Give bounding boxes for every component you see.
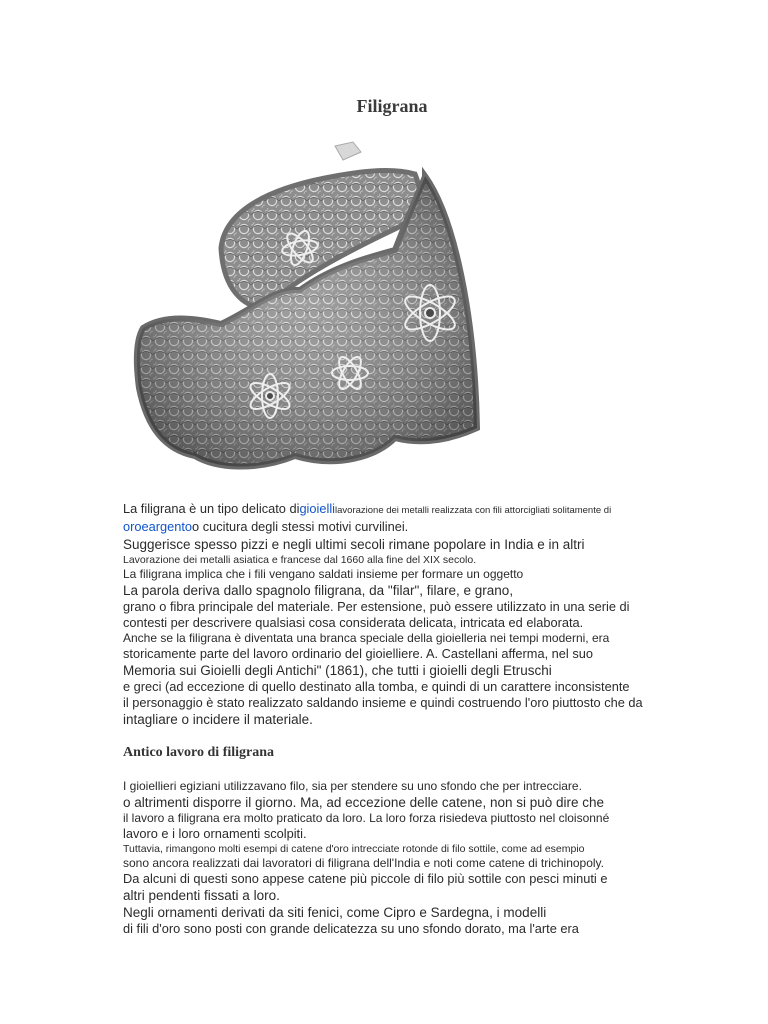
text-line: il personaggio è stato realizzato saldando insieme e quindi costruendo l'oro piuttosto che da xyxy=(123,695,643,710)
page-title: Filigrana xyxy=(356,96,428,116)
text-line: La filigrana implica che i fili vengano saldati insieme per formare un oggetto xyxy=(123,567,524,581)
text-line: Negli ornamenti derivati da siti fenici, come Cipro e Sardegna, i modelli xyxy=(123,905,547,920)
text-line: Da alcuni di questi sono appese catene più piccole di filo più sottile con pesci minuti e xyxy=(123,871,608,886)
text-fragment: La filigrana è un tipo delicato di xyxy=(123,501,300,516)
text-line: o altrimenti disporre il giorno. Ma, ad eccezione delle catene, non si può dire che xyxy=(123,795,605,810)
text-line: altri pendenti fissati a loro. xyxy=(123,888,280,903)
link-oro[interactable]: oro xyxy=(123,519,142,534)
text-line: di fili d'oro sono posti con grande delicatezza su uno sfondo dorato, ma l'arte era xyxy=(123,921,579,936)
text-line xyxy=(123,500,663,518)
section-heading: Antico lavoro di filigrana xyxy=(123,745,275,760)
text-line: sono ancora realizzati dai lavoratori di filigrana dell'India e noti come catene di trichinopoly. xyxy=(123,856,605,870)
text-line: il lavoro a filigrana era molto praticato da loro. La loro forza risiedeva piuttosto nel cloisonné xyxy=(123,811,610,825)
text-line: I gioiellieri egiziani utilizzavano filo, sia per stendere su uno sfondo che per intrecciare. xyxy=(123,779,582,793)
text-line: lavoro e i loro ornamenti scolpiti. xyxy=(123,826,307,841)
intro-paragraph xyxy=(123,500,663,728)
text-line: intagliare o incidere il materiale. xyxy=(123,712,313,727)
text-line: Memoria sui Gioielli degli Antichi" (1861), che tutti i gioielli degli Etruschi xyxy=(123,663,552,678)
history-paragraph xyxy=(123,779,663,937)
text-fragment: o cucitura degli stessi motivi curvilinei. xyxy=(192,519,409,534)
text-fragment: lavorazione dei metalli realizzata con fili attorcigliati solitamente di xyxy=(335,505,612,516)
link-argento[interactable]: eargento xyxy=(141,519,193,534)
text-line: grano o fibra principale del materiale. Per estensione, può essere utilizzato in una serie di xyxy=(123,599,630,614)
text-line: Lavorazione dei metalli asiatica e francese dal 1660 alla fine del XIX secolo. xyxy=(123,554,477,566)
link-gioielli[interactable]: gioielli xyxy=(299,501,336,516)
filigree-cuff-bracelet-icon xyxy=(125,138,495,478)
text-line: La parola deriva dallo spagnolo filigrana, da "filar", filare, e grano, xyxy=(123,583,514,598)
text-line xyxy=(123,518,663,536)
text-line: Suggerisce spesso pizzi e negli ultimi secoli rimane popolare in India e in altri xyxy=(123,537,585,552)
text-line: contesti per descrivere qualsiasi cosa considerata delicata, intricata ed elaborata. xyxy=(123,615,584,630)
text-line: e greci (ad eccezione di quello destinato alla tomba, e quindi di un carattere inconsistente xyxy=(123,679,630,694)
text-line: Tuttavia, rimangono molti esempi di catene d'oro intrecciate rotonde di filo sottile, come ad esempio xyxy=(123,843,585,855)
text-line: Anche se la filigrana è diventata una branca speciale della gioielleria nei tempi moderni, era xyxy=(123,631,610,645)
filigree-bracelet-image xyxy=(125,138,495,478)
text-line: storicamente parte del lavoro ordinario del gioielliere. A. Castellani afferma, nel suo xyxy=(123,646,593,661)
